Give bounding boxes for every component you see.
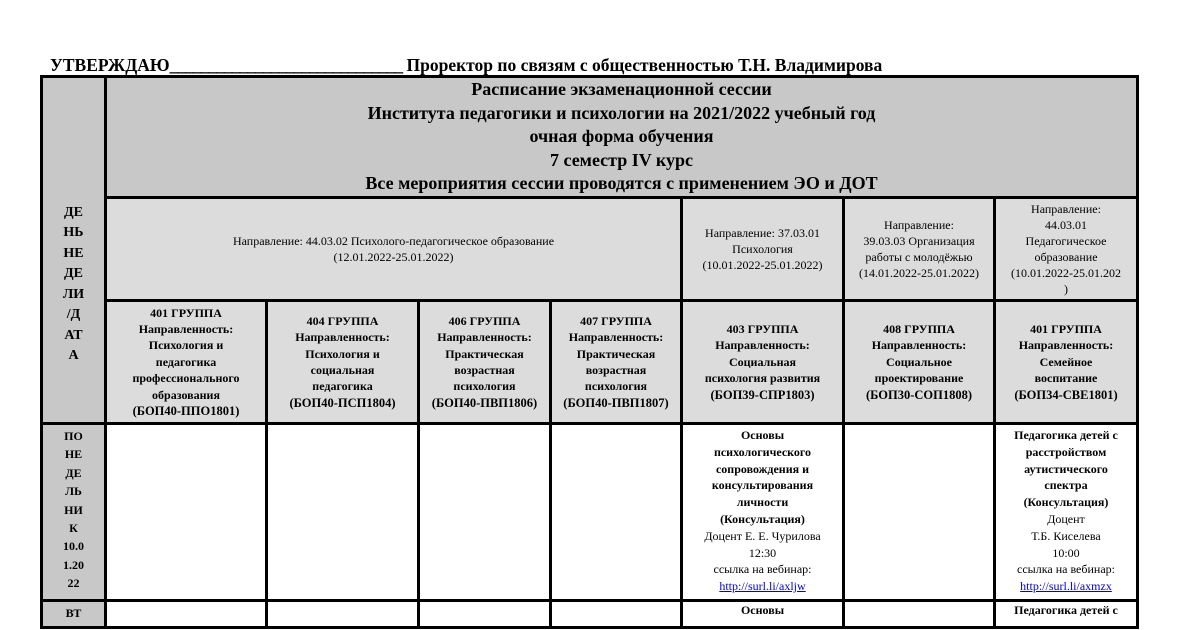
teacher-title: Доцент <box>1047 511 1085 526</box>
teacher: Т.Б. Киселева <box>1031 528 1101 543</box>
monday-401-sve: Педагогика детей с расстройством аутистического спектра (Консультация) Доцент Т.Б. Киселева 10:00 ссылка на вебинар: http://surl.li/axmzx <box>995 423 1138 600</box>
approver-name: Проректор по связям с общественностью Т.Н. Владимирова <box>406 55 883 75</box>
tuesday-404-psp <box>267 600 419 627</box>
direction-44-03-01: Направление: 44.03.01 Педагогическое образование (10.01.2022-25.01.202 ) <box>995 197 1138 300</box>
monday-401-ppo <box>106 423 267 600</box>
direction-39-03-03: Направление: 39.03.03 Организация работы с молодёжью (14.01.2022-25.01.2022) <box>844 197 995 300</box>
time: 10:00 <box>1052 545 1080 560</box>
time: 12:30 <box>748 545 777 560</box>
tuesday-401-ppo <box>106 600 267 627</box>
approve-label: УТВЕРЖДАЮ <box>50 55 170 75</box>
monday-408-sop <box>844 423 995 600</box>
webinar-label: ссылка на вебинар: <box>713 562 812 577</box>
webinar-link[interactable]: http://surl.li/axljw <box>719 579 806 594</box>
webinar-link[interactable]: http://surl.li/axmzx <box>1020 579 1112 594</box>
group-404-psp: 404 ГРУППА Направленность: Психология и социальная педагогика (БОП40-ПСП1804) <box>267 300 419 423</box>
day-monday: ПО НЕ ДЕ ЛЬ НИ К 10.0 1.20 22 <box>42 423 106 600</box>
direction-37-03-01: Направление: 37.03.01 Психология (10.01.2022-25.01.2022) <box>682 197 844 300</box>
monday-407-pvp <box>551 423 682 600</box>
tuesday-407-pvp <box>551 600 682 627</box>
monday-404-psp <box>267 423 419 600</box>
tuesday-403-spr: Основы <box>682 600 844 627</box>
teacher: Доцент Е. Е. Чурилова <box>704 528 821 543</box>
group-401-ppo: 401 ГРУППА Направленность: Психология и педагогика профессионального образования (БОП40-ППО1801) <box>106 300 267 423</box>
tuesday-401-sve: Педагогика детей с <box>995 600 1138 627</box>
direction-44-03-02: Направление: 44.03.02 Психолого-педагогическое образование (12.01.2022-25.01.2022) <box>106 197 682 300</box>
monday-403-spr: Основы психологического сопровождения и консультирования личности (Консультация) Доцент Е. Е. Чурилова 12:30 ссылка на вебинар: http://surl.li/axljw <box>682 423 844 600</box>
approval-line <box>50 54 1150 76</box>
tuesday-406-pvp <box>419 600 551 627</box>
group-408-sop: 408 ГРУППА Направленность: Социальное проектирование (БОП30-СОП1808) <box>844 300 995 423</box>
group-406-pvp: 406 ГРУППА Направленность: Практическая возрастная психология (БОП40-ПВП1806) <box>419 300 551 423</box>
webinar-label: ссылка на вебинар: <box>1017 562 1115 577</box>
group-403-spr: 403 ГРУППА Направленность: Социальная психология развития (БОП39-СПР1803) <box>682 300 844 423</box>
day-tuesday: ВТ <box>42 600 106 627</box>
schedule-title: Расписание экзаменационной сессии Института педагогики и психологии на 2021/2022 учебный год очная форма обучения 7 семестр IV курс Все мероприятия сессии проводятся с применением ЭО и ДОТ <box>106 77 1138 198</box>
group-407-pvp: 407 ГРУППА Направленность: Практическая возрастная психология (БОП40-ПВП1807) <box>551 300 682 423</box>
day-date-header: ДЕ НЬ НЕ ДЕ ЛИ /Д АТ А <box>42 77 106 424</box>
schedule-table <box>40 75 1139 629</box>
monday-406-pvp <box>419 423 551 600</box>
signature-line: ______________________________ <box>169 55 403 75</box>
tuesday-408-sop <box>844 600 995 627</box>
group-401-sve: 401 ГРУППА Направленность: Семейное воспитание (БОП34-СВЕ1801) <box>995 300 1138 423</box>
